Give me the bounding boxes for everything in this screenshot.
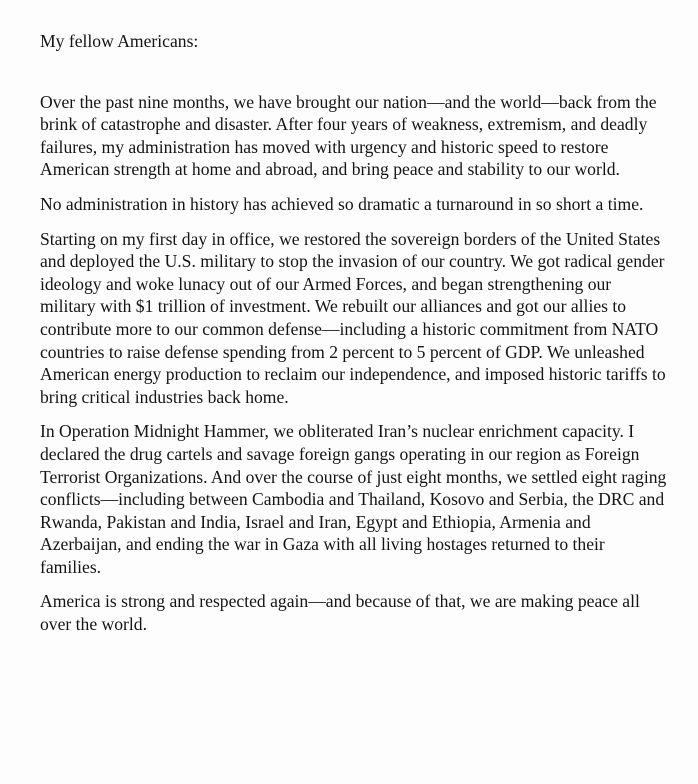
paragraph-strong-and-respected: America is strong and respected again—and because of that, we are making peace all over the world. [40,591,640,635]
paragraph-past-nine-months: Over the past nine months, we have brought our nation—and the world—back from the brink of catastrophe and disaster. After four years of weakness, extremism, and deadly failures, my administration has moved with urgency and historic speed to restore American strength at home and abroad, and bring peace and stability to our world. [40,91,657,180]
letter-body [40,30,668,648]
paragraph-first-day-in-office: Starting on my first day in office, we restored the sovereign borders of the United States and deployed the U.S. military to stop the invasion of our country. We got radical gender ideology and woke lunacy out of our Armed Forces, and began strengthening our military with $1 trillion of investment. We rebuilt our alliances and got our allies to contribute more to our common defense—including a historic commitment from NATO countries to raise defense spending from 2 percent to 5 percent of GDP. We unleashed American energy production to reclaim our independence, and imposed historic tariffs to bring critical industries back home. [40,228,666,407]
paragraph-dramatic-turnaround: No administration in history has achieved so dramatic a turnaround in so short a time. [40,193,644,214]
paragraph-operation-midnight-hammer: In Operation Midnight Hammer, we obliterated Iran’s nuclear enrichment capacity. I declared the drug cartels and savage foreign gangs operating in our region as Foreign Terrorist Organizations. And over the course of just eight months, we settled eight raging conflicts—including between Cambodia and Thailand, Kosovo and Serbia, the DRC and Rwanda, Pakistan and India, Israel and Iran, Egypt and Ethiopia, Armenia and Azerbaijan, and ending the war in Gaza with all living hostages returned to their families. [40,421,667,577]
salutation: My fellow Americans: [40,31,199,51]
